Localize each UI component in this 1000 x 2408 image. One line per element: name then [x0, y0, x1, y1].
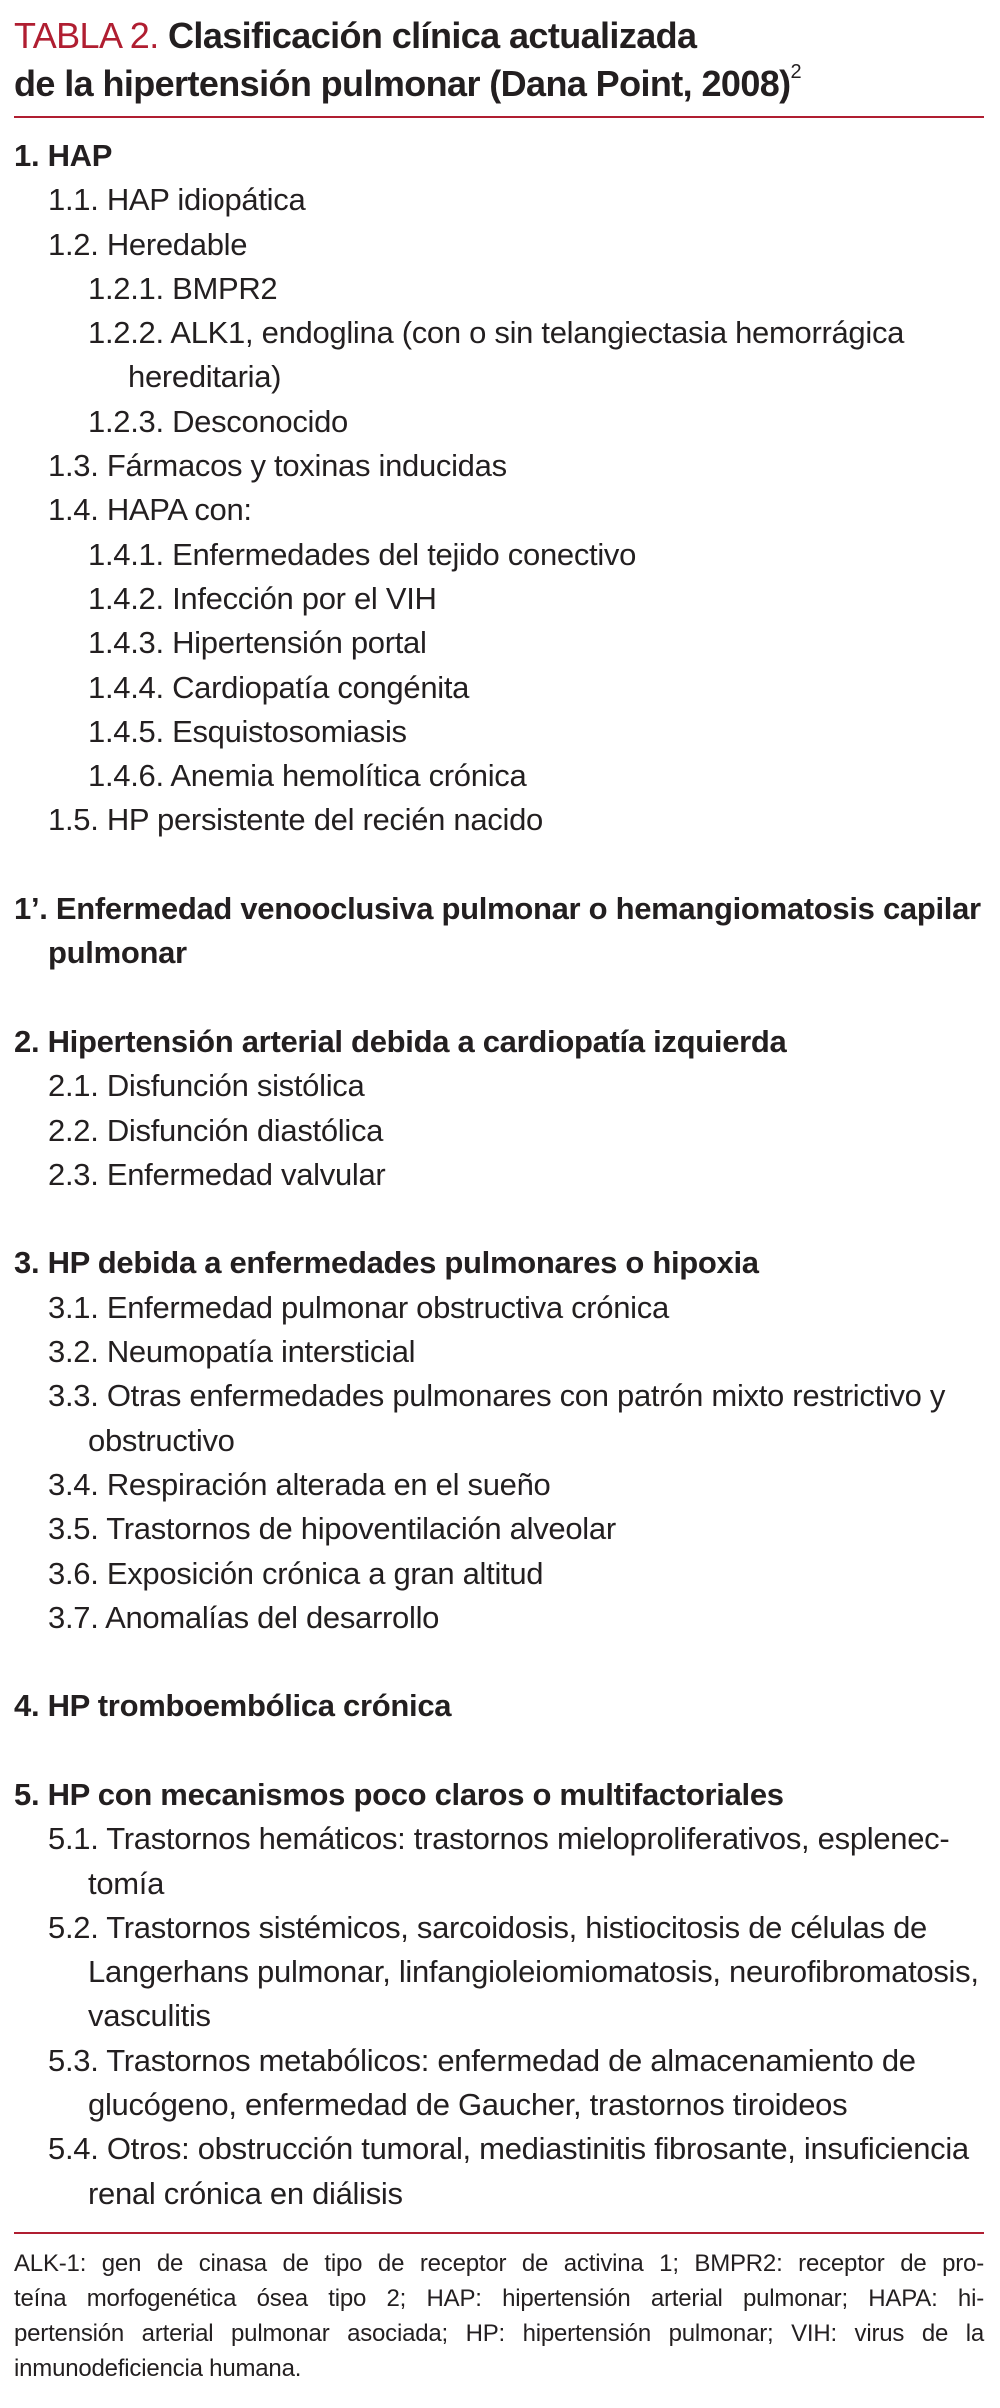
classification-list — [14, 134, 984, 2216]
list-item: 3.1. Enfermedad pulmonar obstructiva crónica — [48, 1289, 669, 1325]
list-item: 5.4. Otros: obstrucción tumoral, mediastinitis fibrosante, insuficiencia — [48, 2131, 969, 2167]
list-item: 5.3. Trastornos metabólicos: enfermedad de almacenamiento de — [48, 2042, 916, 2078]
list-item: 2.2. Disfunción diastólica — [48, 1112, 384, 1148]
list-item: 3.4. Respiración alterada en el sueño — [48, 1466, 551, 1502]
list-item-continuation: tomía — [88, 1865, 165, 1901]
list-item-continuation: obstructivo — [88, 1422, 235, 1458]
table-page — [14, 0, 984, 2386]
list-item-continuation: Langerhans pulmonar, linfangioleiomiomatosis, neurofibromatosis, — [88, 1954, 979, 1990]
top-rule — [14, 116, 984, 118]
table-label: TABLA 2. — [14, 15, 159, 56]
footnote-line: pertensión arterial pulmonar asociada; HP: hipertensión pulmonar; VIH: virus de la — [14, 2319, 984, 2347]
group-3-title: 3. HP debida a enfermedades pulmonares o hipoxia — [14, 1245, 759, 1281]
table-title — [14, 12, 984, 108]
list-item: 1.4. HAPA con: — [48, 492, 252, 528]
list-item: 3.2. Neumopatía intersticial — [48, 1334, 416, 1370]
group-1prime-title: 1’. Enfermedad venooclusiva pulmonar o hemangiomatosis capilar — [14, 891, 981, 927]
list-item: 3.5. Trastornos de hipoventilación alveolar — [48, 1511, 616, 1547]
list-subitem: 1.4.5. Esquistosomiasis — [88, 713, 407, 749]
list-subitem: 1.2.2. ALK1, endoglina (con o sin telangiectasia hemorrágica — [88, 315, 905, 351]
group-spacer — [14, 1197, 984, 1241]
group-1prime-title-continuation: pulmonar — [48, 935, 187, 971]
list-item-continuation: vasculitis — [88, 1998, 211, 2034]
title-reference: 2 — [790, 61, 802, 83]
list-item: 1.1. HAP idiopática — [48, 182, 306, 218]
group-spacer — [14, 843, 984, 887]
list-subitem-continuation: hereditaria) — [128, 359, 282, 395]
list-subitem: 1.4.2. Infección por el VIH — [88, 580, 437, 616]
list-item: 5.1. Trastornos hemáticos: trastornos mieloproliferativos, esplenec- — [48, 1821, 950, 1857]
footnote-line: inmunodeficiencia humana. — [14, 2354, 302, 2382]
list-subitem: 1.4.3. Hipertensión portal — [88, 625, 427, 661]
title-text-1: Clasificación clínica actualizada — [168, 15, 697, 56]
list-subitem: 1.4.6. Anemia hemolítica crónica — [88, 758, 527, 794]
list-item: 5.2. Trastornos sistémicos, sarcoidosis, histiocitosis de células de — [48, 1909, 927, 1945]
list-item-continuation: glucógeno, enfermedad de Gaucher, trastornos tiroideos — [88, 2087, 848, 2123]
footnote-line: ALK-1: gen de cinasa de tipo de receptor de activina 1; BMPR2: receptor de pro- — [14, 2249, 984, 2277]
title-line-2 — [14, 60, 984, 108]
list-item: 1.5. HP persistente del recién nacido — [48, 802, 543, 838]
group-spacer — [14, 1729, 984, 1773]
group-spacer — [14, 1640, 984, 1684]
list-item: 2.1. Disfunción sistólica — [48, 1068, 365, 1104]
list-subitem: 1.4.4. Cardiopatía congénita — [88, 669, 470, 705]
list-subitem: 1.2.1. BMPR2 — [88, 270, 278, 306]
list-subitem: 1.2.3. Desconocido — [88, 403, 348, 439]
list-item: 3.3. Otras enfermedades pulmonares con patrón mixto restrictivo y — [48, 1378, 946, 1414]
footnote-line: teína morfogenética ósea tipo 2; HAP: hipertensión arterial pulmonar; HAPA: hi- — [14, 2284, 984, 2312]
list-item: 3.6. Exposición crónica a gran altitud — [48, 1555, 544, 1591]
title-text-2: de la hipertensión pulmonar (Dana Point, 2008) — [14, 63, 791, 104]
title-line-1 — [14, 12, 984, 60]
bottom-rule — [14, 2232, 984, 2234]
list-subitem: 1.4.1. Enfermedades del tejido conectivo — [88, 536, 637, 572]
list-item: 1.3. Fármacos y toxinas inducidas — [48, 448, 507, 484]
list-item-continuation: renal crónica en diálisis — [88, 2175, 403, 2211]
group-2-title: 2. Hipertensión arterial debida a cardiopatía izquierda — [14, 1023, 787, 1059]
group-5-title: 5. HP con mecanismos poco claros o multifactoriales — [14, 1776, 784, 1812]
group-spacer — [14, 976, 984, 1020]
group-1-title: 1. HAP — [14, 138, 113, 173]
group-4-title: 4. HP tromboembólica crónica — [14, 1688, 452, 1724]
list-item: 1.2. Heredable — [48, 226, 248, 262]
list-item: 3.7. Anomalías del desarrollo — [48, 1599, 440, 1635]
table-footnote — [14, 2246, 984, 2386]
list-item: 2.3. Enfermedad valvular — [48, 1156, 386, 1192]
